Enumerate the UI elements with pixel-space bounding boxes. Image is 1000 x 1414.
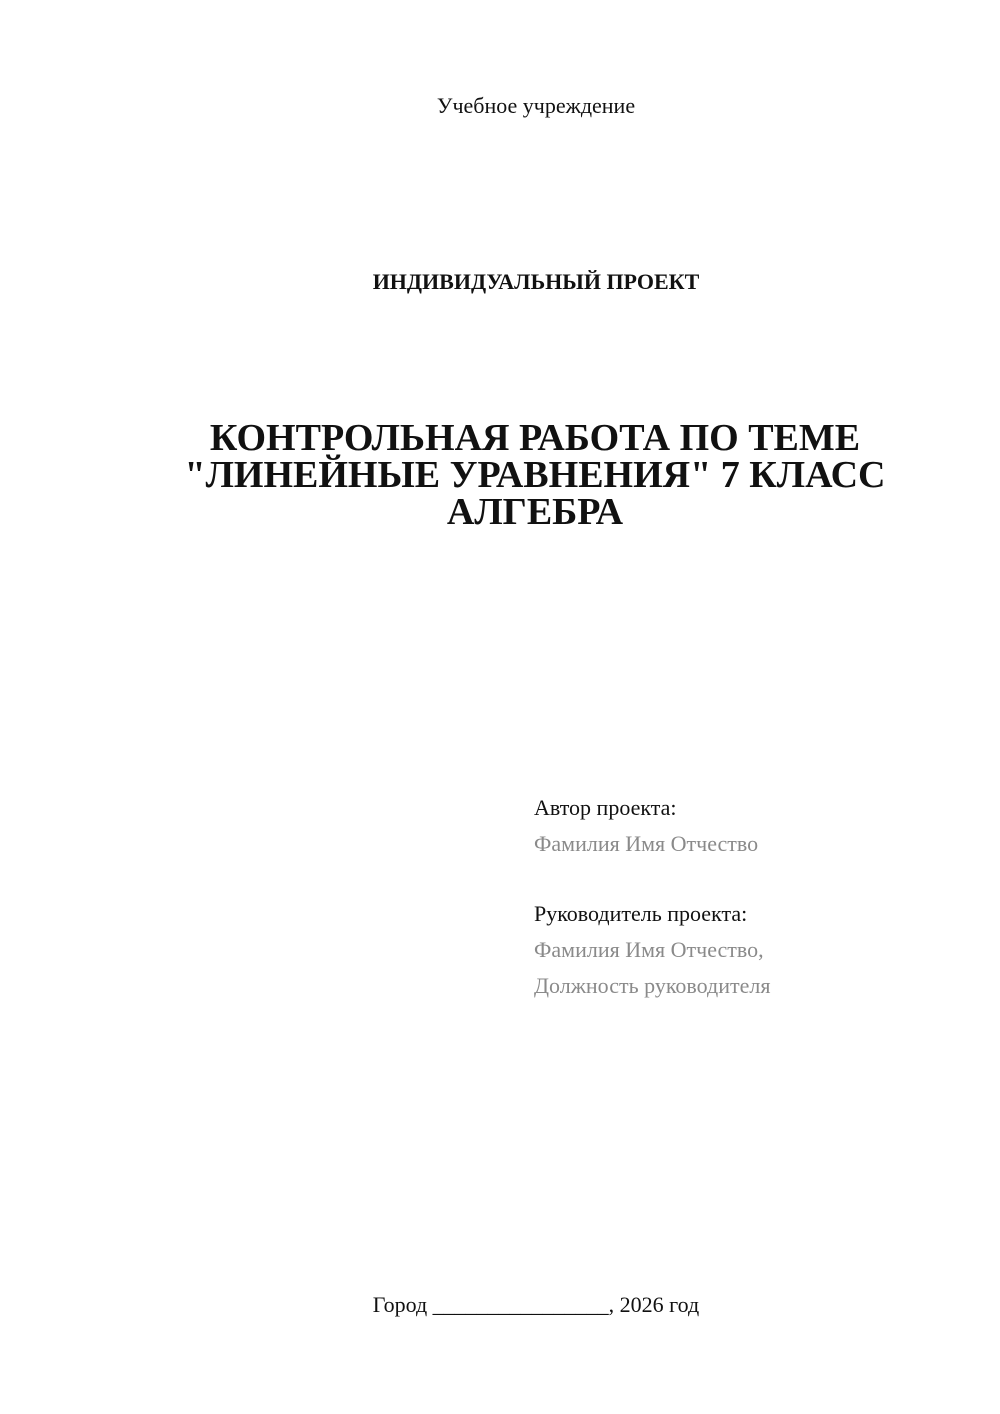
author-name-placeholder: Фамилия Имя Отчество (534, 831, 759, 856)
spacer (534, 862, 974, 896)
author-label: Автор проекта: (534, 795, 677, 820)
supervisor-name-placeholder: Фамилия Имя Отчество, (534, 937, 764, 962)
authors-block (534, 790, 974, 1004)
supervisor-position-placeholder: Должность руководителя (534, 973, 771, 998)
city-year-line: Город ________________, 2026 год (372, 1292, 700, 1317)
document-type: ИНДИВИДУАЛЬНЫЙ ПРОЕКТ (372, 269, 700, 294)
supervisor-label: Руководитель проекта: (534, 901, 748, 926)
project-title-line-3: АЛГЕБРА (446, 491, 624, 533)
project-title-line-1: КОНТРОЛЬНАЯ РАБОТА ПО ТЕМЕ (209, 417, 861, 459)
institution-name: Учебное учреждение (436, 93, 636, 118)
project-title (170, 417, 900, 533)
project-title-line-2: "ЛИНЕЙНЫЕ УРАВНЕНИЯ" 7 КЛАСС (184, 454, 886, 496)
